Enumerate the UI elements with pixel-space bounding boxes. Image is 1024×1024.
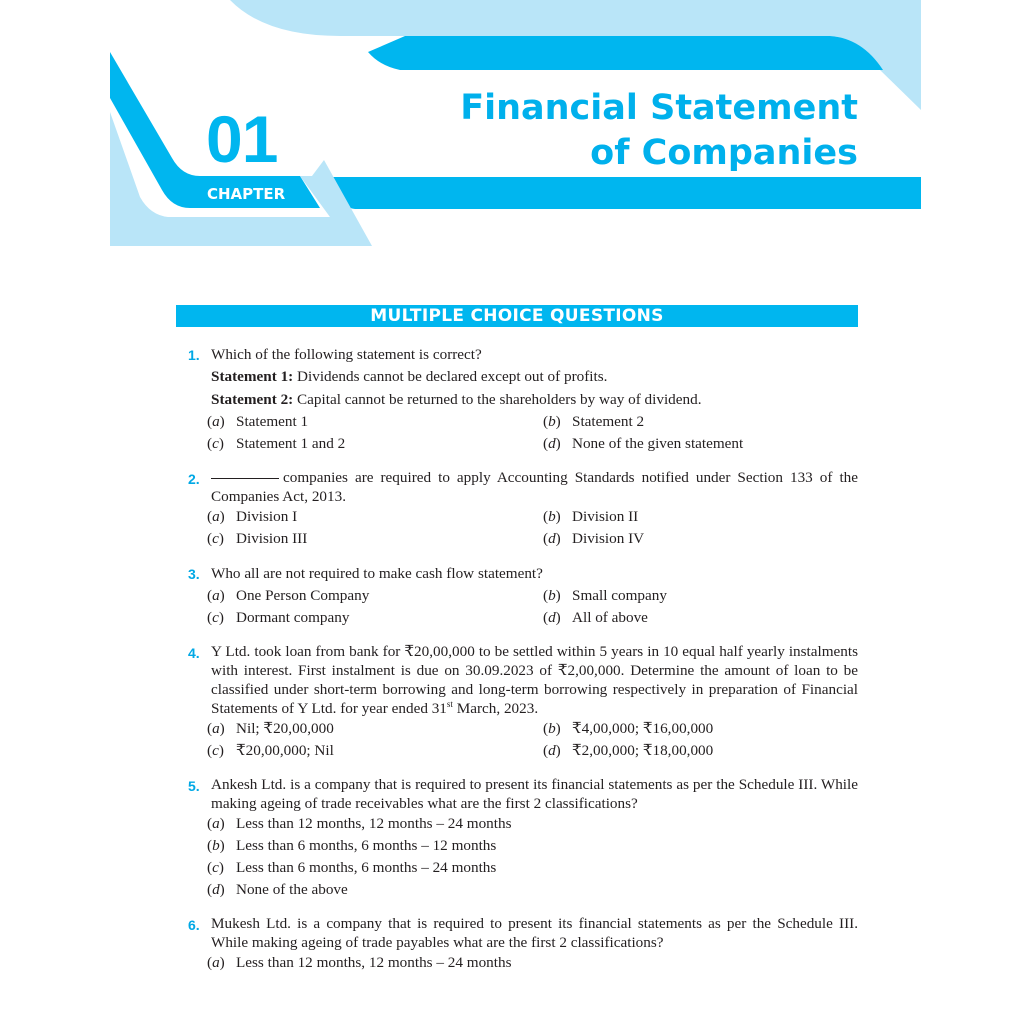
- fill-in-blank: [211, 478, 279, 479]
- question-number: 5.: [188, 778, 200, 794]
- chapter-title: [460, 86, 858, 176]
- question-3: [188, 563, 858, 629]
- option-c[interactable]: (c) Statement 1 and 2: [207, 435, 346, 452]
- section-heading: MULTIPLE CHOICE QUESTIONS: [176, 305, 858, 327]
- chapter-number: 01: [206, 102, 278, 176]
- option-b[interactable]: (b) Division II: [543, 508, 639, 525]
- option-d[interactable]: (d) ₹2,00,000; ₹18,00,000: [543, 742, 714, 759]
- statement-label: Statement 2:: [211, 391, 294, 408]
- option-a[interactable]: (a) Statement 1: [207, 413, 309, 430]
- statement-2: [211, 389, 858, 411]
- option-a[interactable]: (a) Division I: [207, 508, 298, 525]
- question-6: [188, 914, 858, 974]
- statement-text: Dividends cannot be declared except out of profits.: [293, 368, 608, 385]
- option-a[interactable]: (a) Nil; ₹20,00,000: [207, 720, 334, 737]
- option-b[interactable]: (b) Statement 2: [543, 413, 645, 430]
- question-number: 2.: [188, 471, 200, 487]
- question-number: 3.: [188, 566, 200, 582]
- option-c[interactable]: (c) Dormant company: [207, 609, 350, 626]
- option-c[interactable]: (c) Division III: [207, 530, 308, 547]
- option-c[interactable]: (c) Less than 6 months, 6 months – 24 months: [207, 859, 497, 876]
- question-number: 4.: [188, 645, 200, 661]
- question-text: companies are required to apply Accounting Standards notified under Section 133 of the Companies Act, 2013.: [211, 469, 858, 505]
- option-a[interactable]: (a) One Person Company: [207, 587, 370, 604]
- chapter-label: CHAPTER: [207, 185, 286, 203]
- options: [207, 506, 858, 550]
- options: [207, 718, 858, 762]
- question-text: Y Ltd. took loan from bank for ₹20,00,000 to be settled within 5 years in 10 equal half yearly instalments with interest. First instalment is due on 30.09.2023 of ₹2,00,000. Determine the amount of loan to be classified under short-term borrowing and long-term borrowing respectively in preparation of Financial Statements of Y Ltd. for year ended 31st March, 2023.: [211, 643, 858, 717]
- question-4: [188, 642, 858, 762]
- question-text: Mukesh Ltd. is a company that is required to present its financial statements as per the Schedule III. While making ageing of trade payables what are the first 2 classifications?: [211, 915, 858, 951]
- option-d[interactable]: (d) Division IV: [543, 530, 645, 547]
- question-number: 1.: [188, 347, 200, 363]
- question-1: [188, 344, 858, 455]
- option-d[interactable]: (d) None of the given statement: [543, 435, 744, 452]
- option-d[interactable]: (d) All of above: [543, 609, 648, 626]
- statement-label: Statement 1:: [211, 368, 294, 385]
- option-b[interactable]: (b) ₹4,00,000; ₹16,00,000: [543, 720, 714, 737]
- option-b[interactable]: (b) Small company: [543, 587, 667, 604]
- option-d[interactable]: (d) None of the above: [207, 881, 348, 898]
- options: [207, 952, 858, 974]
- question-2: [188, 468, 858, 550]
- chapter-title-line-1: Financial Statement: [460, 88, 858, 128]
- question-list: [188, 344, 858, 987]
- option-a[interactable]: (a) Less than 12 months, 12 months – 24 months: [207, 815, 512, 832]
- option-c[interactable]: (c) ₹20,00,000; Nil: [207, 742, 334, 759]
- question-text: Ankesh Ltd. is a company that is required to present its financial statements as per the Schedule III. While making ageing of trade receivables what are the first 2 classifications?: [211, 776, 858, 812]
- question-5: [188, 775, 858, 901]
- options: [207, 411, 858, 455]
- chapter-title-line-2: of Companies: [590, 133, 858, 173]
- statement-1: [211, 366, 858, 388]
- options: [207, 813, 858, 901]
- question-text: Who all are not required to make cash flow statement?: [211, 565, 543, 582]
- option-a[interactable]: (a) Less than 12 months, 12 months – 24 months: [207, 954, 512, 971]
- question-text: Which of the following statement is correct?: [211, 346, 482, 363]
- statement-text: Capital cannot be returned to the shareholders by way of dividend.: [293, 391, 702, 408]
- options: [207, 585, 858, 629]
- question-number: 6.: [188, 917, 200, 933]
- option-b[interactable]: (b) Less than 6 months, 6 months – 12 months: [207, 837, 497, 854]
